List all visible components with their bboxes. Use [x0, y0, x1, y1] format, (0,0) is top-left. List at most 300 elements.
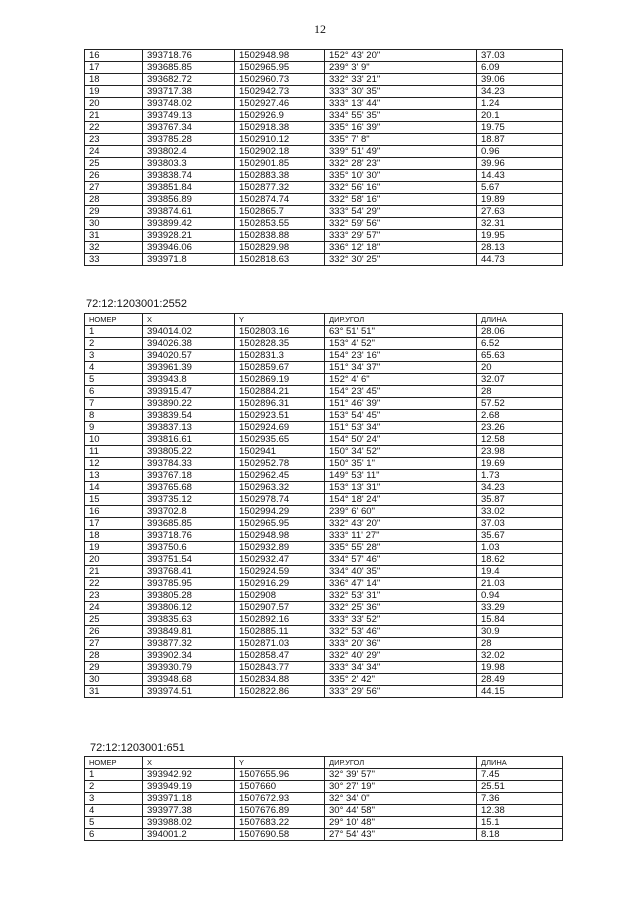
table-cell: 12.38	[477, 805, 563, 817]
table-cell: 154° 23' 45"	[325, 386, 477, 398]
table-cell: 393961.39	[143, 362, 235, 374]
table-cell: 393717.38	[143, 86, 235, 98]
table-cell: 333° 34' 34"	[325, 662, 477, 674]
table-cell: 19.4	[477, 566, 563, 578]
table-cell: 22	[85, 122, 143, 134]
table-row	[85, 458, 563, 470]
table-cell: 2.68	[477, 410, 563, 422]
table-cell: 18	[85, 530, 143, 542]
table-cell: 332° 53' 46"	[325, 626, 477, 638]
table-row	[85, 566, 563, 578]
table-cell: 3	[85, 350, 143, 362]
table-cell: 332° 56' 16"	[325, 182, 477, 194]
table-cell: 57.52	[477, 398, 563, 410]
table-cell: 32.02	[477, 650, 563, 662]
table-cell: 14	[85, 482, 143, 494]
table-cell: 1502927.46	[235, 98, 325, 110]
table-row	[85, 793, 563, 805]
table-cell: 334° 57' 46"	[325, 554, 477, 566]
table-cell: 1502941	[235, 446, 325, 458]
table-cell: 23.98	[477, 446, 563, 458]
table-cell: 31	[85, 686, 143, 698]
table-cell: 1	[85, 326, 143, 338]
table-cell: 334° 40' 35"	[325, 566, 477, 578]
table-cell: 393718.76	[143, 530, 235, 542]
table-cell: 1502828.35	[235, 338, 325, 350]
table-cell: 393946.06	[143, 242, 235, 254]
table-row	[85, 362, 563, 374]
table-row	[85, 578, 563, 590]
table-cell: 1502885.11	[235, 626, 325, 638]
table-cell: 44.73	[477, 254, 563, 266]
table-cell: 0.96	[477, 146, 563, 158]
table-cell: 393928.21	[143, 230, 235, 242]
table-cell: 333° 20' 36"	[325, 638, 477, 650]
table-cell: 15.1	[477, 817, 563, 829]
table-cell: 13	[85, 470, 143, 482]
table-cell: 393839.54	[143, 410, 235, 422]
table-cell: 1502853.55	[235, 218, 325, 230]
header-cell: Y	[235, 757, 325, 769]
table-cell: 151° 46' 39"	[325, 398, 477, 410]
table-row	[85, 206, 563, 218]
table-row	[85, 386, 563, 398]
table-cell: 333° 13' 44"	[325, 98, 477, 110]
table-cell: 21	[85, 110, 143, 122]
table-cell: 332° 28' 23"	[325, 158, 477, 170]
table-cell: 333° 29' 56"	[325, 686, 477, 698]
table-row	[85, 194, 563, 206]
table-cell: 27.63	[477, 206, 563, 218]
header-cell: Y	[235, 314, 325, 326]
table-cell: 332° 33' 21"	[325, 74, 477, 86]
table-row	[85, 829, 563, 841]
table-cell: 5.67	[477, 182, 563, 194]
header-cell: ДЛИНА	[477, 314, 563, 326]
table-cell: 1502902.18	[235, 146, 325, 158]
table-cell: 1502924.69	[235, 422, 325, 434]
table-row	[85, 446, 563, 458]
table-cell: 33	[85, 254, 143, 266]
table-cell: 39.06	[477, 74, 563, 86]
table-cell: 1502932.89	[235, 542, 325, 554]
table-cell: 15.84	[477, 614, 563, 626]
table-cell: 1502978.74	[235, 494, 325, 506]
table-cell: 1502869.19	[235, 374, 325, 386]
table-cell: 393682.72	[143, 74, 235, 86]
table-cell: 7.45	[477, 769, 563, 781]
table-cell: 28	[477, 386, 563, 398]
table-cell: 151° 34' 37"	[325, 362, 477, 374]
table-cell: 28.49	[477, 674, 563, 686]
table-cell: 1502952.78	[235, 458, 325, 470]
table-header-row	[85, 314, 563, 326]
table-cell: 154° 18' 24"	[325, 494, 477, 506]
table-cell: 3	[85, 793, 143, 805]
table-cell: 393806.12	[143, 602, 235, 614]
table-cell: 1502948.98	[235, 50, 325, 62]
table-cell: 332° 59' 56"	[325, 218, 477, 230]
table-row	[85, 542, 563, 554]
table-cell: 35.67	[477, 530, 563, 542]
table-cell: 29	[85, 662, 143, 674]
table-row	[85, 350, 563, 362]
table-cell: 12.58	[477, 434, 563, 446]
table-cell: 335° 10' 30"	[325, 170, 477, 182]
table-cell: 6	[85, 386, 143, 398]
table-cell: 394020.57	[143, 350, 235, 362]
table-cell: 1502907.57	[235, 602, 325, 614]
table-row	[85, 326, 563, 338]
table-cell: 394026.38	[143, 338, 235, 350]
table-cell: 1502918.38	[235, 122, 325, 134]
table-cell: 1502935.65	[235, 434, 325, 446]
table-cell: 393930.79	[143, 662, 235, 674]
table-cell: 1502803.16	[235, 326, 325, 338]
table-cell: 34.23	[477, 86, 563, 98]
header-cell: ДЛИНА	[477, 757, 563, 769]
table-cell: 393805.28	[143, 590, 235, 602]
table-cell: 5	[85, 817, 143, 829]
table-cell: 1502838.88	[235, 230, 325, 242]
table-cell: 1502871.03	[235, 638, 325, 650]
table-cell: 0.94	[477, 590, 563, 602]
table-cell: 1.73	[477, 470, 563, 482]
table-cell: 393765.68	[143, 482, 235, 494]
table-cell: 5	[85, 374, 143, 386]
table-cell: 1502843.77	[235, 662, 325, 674]
table-cell: 332° 53' 31"	[325, 590, 477, 602]
table-cell: 1502822.86	[235, 686, 325, 698]
table-cell: 1507683.22	[235, 817, 325, 829]
table-cell: 332° 43' 20"	[325, 518, 477, 530]
table-cell: 1502965.95	[235, 518, 325, 530]
table-cell: 34.23	[477, 482, 563, 494]
table-cell: 1507676.89	[235, 805, 325, 817]
table-cell: 393767.18	[143, 470, 235, 482]
table-cell: 334° 55' 35"	[325, 110, 477, 122]
table-cell: 1502908	[235, 590, 325, 602]
table-cell: 18.62	[477, 554, 563, 566]
table-cell: 153° 4' 52"	[325, 338, 477, 350]
table-cell: 393816.61	[143, 434, 235, 446]
table-cell: 28	[85, 650, 143, 662]
table-cell: 332° 30' 25"	[325, 254, 477, 266]
table-cell: 393837.13	[143, 422, 235, 434]
table-cell: 18.87	[477, 134, 563, 146]
table-cell: 8	[85, 410, 143, 422]
table-cell: 1.24	[477, 98, 563, 110]
table-cell: 393750.6	[143, 542, 235, 554]
table-cell: 30	[85, 218, 143, 230]
table-cell: 2	[85, 338, 143, 350]
table-cell: 1502926.9	[235, 110, 325, 122]
table-cell: 335° 55' 28"	[325, 542, 477, 554]
table-row	[85, 805, 563, 817]
header-cell: ДИР.УГОЛ	[325, 757, 477, 769]
table-cell: 393988.02	[143, 817, 235, 829]
table-cell: 1502924.59	[235, 566, 325, 578]
table-cell: 339° 51' 49"	[325, 146, 477, 158]
table-cell: 335° 2' 42"	[325, 674, 477, 686]
table-row	[85, 470, 563, 482]
table-cell: 37.03	[477, 50, 563, 62]
table-cell: 7	[85, 398, 143, 410]
table-cell: 393835.63	[143, 614, 235, 626]
table-cell: 333° 29' 57"	[325, 230, 477, 242]
table-cell: 16	[85, 50, 143, 62]
table-cell: 1502910.12	[235, 134, 325, 146]
table-cell: 6	[85, 829, 143, 841]
table-cell: 12	[85, 458, 143, 470]
table-cell: 393748.02	[143, 98, 235, 110]
table-cell: 29° 10' 48"	[325, 817, 477, 829]
table-cell: 1502994.29	[235, 506, 325, 518]
table-cell: 333° 11' 27"	[325, 530, 477, 542]
table-cell: 393948.68	[143, 674, 235, 686]
table-cell: 333° 54' 29"	[325, 206, 477, 218]
table-cell: 393974.51	[143, 686, 235, 698]
table-cell: 30° 27' 19"	[325, 781, 477, 793]
table-cell: 1502896.31	[235, 398, 325, 410]
table-row	[85, 230, 563, 242]
table-row	[85, 50, 563, 62]
page-number: 12	[314, 22, 326, 36]
table-cell: 28	[85, 194, 143, 206]
table-cell: 332° 40' 29"	[325, 650, 477, 662]
table-cell: 332° 25' 36"	[325, 602, 477, 614]
table-cell: 65.63	[477, 350, 563, 362]
table-row	[85, 626, 563, 638]
table-row	[85, 170, 563, 182]
table-cell: 149° 53' 11"	[325, 470, 477, 482]
table-row	[85, 434, 563, 446]
header-cell: ДИР.УГОЛ	[325, 314, 477, 326]
table-cell: 393851.84	[143, 182, 235, 194]
table-row	[85, 98, 563, 110]
table-row	[85, 374, 563, 386]
table-cell: 6.09	[477, 62, 563, 74]
table-cell: 393849.81	[143, 626, 235, 638]
table-row	[85, 506, 563, 518]
table-cell: 30° 44' 58"	[325, 805, 477, 817]
table-cell: 11	[85, 446, 143, 458]
table-cell: 239° 6' 60"	[325, 506, 477, 518]
table-cell: 17	[85, 62, 143, 74]
table-cell: 31	[85, 230, 143, 242]
table-row	[85, 769, 563, 781]
table-cell: 28.13	[477, 242, 563, 254]
table-cell: 1502962.45	[235, 470, 325, 482]
table-cell: 32.31	[477, 218, 563, 230]
table-row	[85, 817, 563, 829]
table-cell: 393856.89	[143, 194, 235, 206]
coordinates-table-651	[84, 756, 563, 841]
table-cell: 25	[85, 158, 143, 170]
table-cell: 35.87	[477, 494, 563, 506]
table-row	[85, 781, 563, 793]
table-cell: 393735.12	[143, 494, 235, 506]
table-cell: 393977.38	[143, 805, 235, 817]
table-cell: 18	[85, 74, 143, 86]
table-row	[85, 242, 563, 254]
table-cell: 19	[85, 86, 143, 98]
table-cell: 6.52	[477, 338, 563, 350]
table-cell: 19.69	[477, 458, 563, 470]
table-row	[85, 398, 563, 410]
header-cell: X	[143, 757, 235, 769]
table-row	[85, 134, 563, 146]
table-cell: 19.95	[477, 230, 563, 242]
table-cell: 150° 35' 1"	[325, 458, 477, 470]
table-cell: 19.89	[477, 194, 563, 206]
header-cell: X	[143, 314, 235, 326]
table-cell: 23	[85, 134, 143, 146]
table-cell: 336° 12' 18"	[325, 242, 477, 254]
table-cell: 7.36	[477, 793, 563, 805]
table-cell: 37.03	[477, 518, 563, 530]
table-cell: 20.1	[477, 110, 563, 122]
table-cell: 27	[85, 182, 143, 194]
table-cell: 24	[85, 146, 143, 158]
table-cell: 20	[477, 362, 563, 374]
table-cell: 151° 53' 34"	[325, 422, 477, 434]
table-row	[85, 494, 563, 506]
table-cell: 393718.76	[143, 50, 235, 62]
table-row	[85, 650, 563, 662]
table-cell: 332° 58' 16"	[325, 194, 477, 206]
table-cell: 393685.85	[143, 62, 235, 74]
table-row	[85, 554, 563, 566]
table-cell: 26	[85, 170, 143, 182]
table-cell: 150° 34' 52"	[325, 446, 477, 458]
table-cell: 1502960.73	[235, 74, 325, 86]
table-cell: 393785.95	[143, 578, 235, 590]
table-row	[85, 146, 563, 158]
table-row	[85, 662, 563, 674]
table-body	[85, 50, 563, 266]
table-row	[85, 158, 563, 170]
table-cell: 9	[85, 422, 143, 434]
table-cell: 1502818.63	[235, 254, 325, 266]
table-cell: 27° 54' 43"	[325, 829, 477, 841]
table-cell: 1502948.98	[235, 530, 325, 542]
table-cell: 1502932.47	[235, 554, 325, 566]
table-cell: 154° 50' 24"	[325, 434, 477, 446]
table-cell: 21	[85, 566, 143, 578]
table-cell: 32° 39' 57"	[325, 769, 477, 781]
table-cell: 1502965.95	[235, 62, 325, 74]
table-row	[85, 218, 563, 230]
table-row	[85, 590, 563, 602]
table-cell: 393890.22	[143, 398, 235, 410]
table-cell: 33.02	[477, 506, 563, 518]
table-cell: 393768.41	[143, 566, 235, 578]
table-cell: 1502883.38	[235, 170, 325, 182]
table-cell: 393767.34	[143, 122, 235, 134]
table-cell: 28	[477, 638, 563, 650]
table-cell: 23.26	[477, 422, 563, 434]
table-cell: 1502874.74	[235, 194, 325, 206]
table-cell: 19.98	[477, 662, 563, 674]
table-cell: 1502923.51	[235, 410, 325, 422]
table-cell: 393685.85	[143, 518, 235, 530]
table-cell: 393971.8	[143, 254, 235, 266]
table-cell: 153° 54' 45"	[325, 410, 477, 422]
table-cell: 20	[85, 554, 143, 566]
table-cell: 1502831.3	[235, 350, 325, 362]
table-cell: 335° 7' 8"	[325, 134, 477, 146]
parcel-id-2552: 72:12:1203001:2552	[86, 298, 187, 310]
table-cell: 4	[85, 805, 143, 817]
table-cell: 393943.8	[143, 374, 235, 386]
table-cell: 393902.34	[143, 650, 235, 662]
table-cell: 1502963.32	[235, 482, 325, 494]
table-cell: 393805.22	[143, 446, 235, 458]
table-cell: 25	[85, 614, 143, 626]
table-cell: 1507660	[235, 781, 325, 793]
table-cell: 1502901.85	[235, 158, 325, 170]
parcel-id-651: 72:12:1203001:651	[90, 742, 185, 754]
table-cell: 333° 30' 35"	[325, 86, 477, 98]
table-cell: 19	[85, 542, 143, 554]
table-cell: 23	[85, 590, 143, 602]
table-row	[85, 86, 563, 98]
table-cell: 20	[85, 98, 143, 110]
table-row	[85, 62, 563, 74]
table-cell: 28.06	[477, 326, 563, 338]
table-row	[85, 674, 563, 686]
table-row	[85, 638, 563, 650]
table-cell: 1502942.73	[235, 86, 325, 98]
table-cell: 1502829.98	[235, 242, 325, 254]
table-cell: 152° 43' 20"	[325, 50, 477, 62]
table-row	[85, 686, 563, 698]
table-cell: 16	[85, 506, 143, 518]
table-cell: 27	[85, 638, 143, 650]
table-cell: 39.96	[477, 158, 563, 170]
coordinates-table-continued	[84, 49, 563, 266]
table-body	[85, 769, 563, 841]
table-cell: 1502834.88	[235, 674, 325, 686]
table-cell: 32	[85, 242, 143, 254]
table-cell: 1507672.93	[235, 793, 325, 805]
table-cell: 239° 3' 9"	[325, 62, 477, 74]
table-cell: 1	[85, 769, 143, 781]
table-row	[85, 254, 563, 266]
table-cell: 44.15	[477, 686, 563, 698]
table-cell: 24	[85, 602, 143, 614]
table-cell: 393874.61	[143, 206, 235, 218]
table-cell: 393942.92	[143, 769, 235, 781]
table-cell: 32.07	[477, 374, 563, 386]
table-row	[85, 74, 563, 86]
table-row	[85, 182, 563, 194]
table-cell: 393899.42	[143, 218, 235, 230]
table-cell: 393784.33	[143, 458, 235, 470]
table-cell: 393751.54	[143, 554, 235, 566]
table-row	[85, 422, 563, 434]
table-cell: 154° 23' 16"	[325, 350, 477, 362]
table-cell: 335° 16' 39"	[325, 122, 477, 134]
table-body	[85, 326, 563, 698]
table-cell: 1507690.58	[235, 829, 325, 841]
table-row	[85, 338, 563, 350]
table-cell: 26	[85, 626, 143, 638]
table-cell: 2	[85, 781, 143, 793]
header-cell: НОМЕР	[85, 314, 143, 326]
table-cell: 1.03	[477, 542, 563, 554]
